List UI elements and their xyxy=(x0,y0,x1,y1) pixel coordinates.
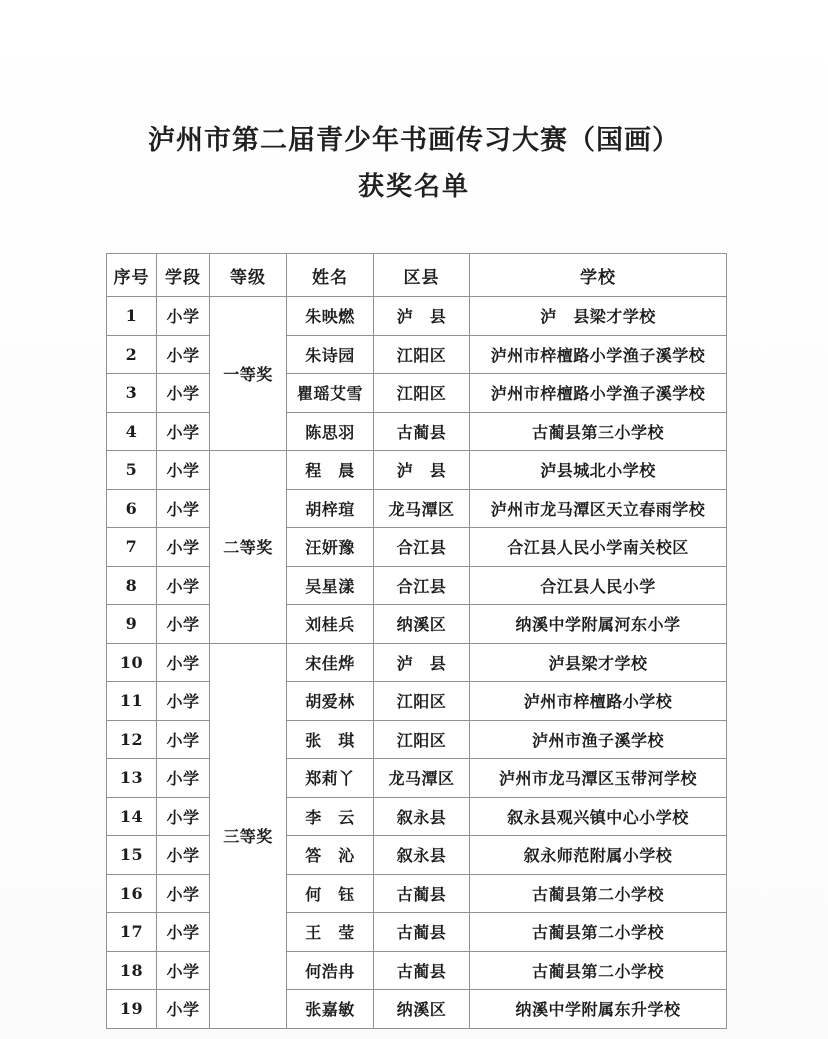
cell-name: 张 琪 xyxy=(287,720,374,759)
cell-district: 江阳区 xyxy=(374,720,470,759)
cell-school: 纳溪中学附属东升学校 xyxy=(470,990,727,1029)
cell-stage: 小学 xyxy=(157,951,210,990)
cell-seq: 15 xyxy=(107,836,157,875)
cell-name: 宋佳烨 xyxy=(287,643,374,682)
table-row xyxy=(107,451,727,490)
table-row xyxy=(107,335,727,374)
cell-seq: 12 xyxy=(107,720,157,759)
cell-stage: 小学 xyxy=(157,374,210,413)
cell-name: 答 沁 xyxy=(287,836,374,875)
cell-district: 合江县 xyxy=(374,528,470,567)
column-header-stage: 学段 xyxy=(157,254,210,297)
table-header xyxy=(107,254,727,297)
cell-stage: 小学 xyxy=(157,566,210,605)
column-header-name: 姓名 xyxy=(287,254,374,297)
table-row xyxy=(107,412,727,451)
cell-stage: 小学 xyxy=(157,797,210,836)
award-table xyxy=(106,253,727,1029)
cell-stage: 小学 xyxy=(157,990,210,1029)
cell-school: 泸州市梓檀路小学渔子溪学校 xyxy=(470,374,727,413)
table-row xyxy=(107,990,727,1029)
table-row xyxy=(107,528,727,567)
cell-school: 泸州市渔子溪学校 xyxy=(470,720,727,759)
cell-district: 合江县 xyxy=(374,566,470,605)
cell-stage: 小学 xyxy=(157,605,210,644)
column-header-grade: 等级 xyxy=(210,254,287,297)
cell-stage: 小学 xyxy=(157,335,210,374)
cell-school: 叙永师范附属小学校 xyxy=(470,836,727,875)
cell-stage: 小学 xyxy=(157,874,210,913)
cell-name: 郑莉丫 xyxy=(287,759,374,798)
cell-name: 刘桂兵 xyxy=(287,605,374,644)
cell-name: 胡梓瑄 xyxy=(287,489,374,528)
cell-seq: 1 xyxy=(107,297,157,336)
cell-grade-merged: 一等奖 xyxy=(210,297,287,451)
cell-school: 叙永县观兴镇中心小学校 xyxy=(470,797,727,836)
cell-school: 古蔺县第二小学校 xyxy=(470,874,727,913)
table-row xyxy=(107,605,727,644)
table-row xyxy=(107,836,727,875)
cell-seq: 3 xyxy=(107,374,157,413)
cell-seq: 5 xyxy=(107,451,157,490)
table-body xyxy=(107,297,727,1029)
cell-name: 朱映燃 xyxy=(287,297,374,336)
table-row xyxy=(107,720,727,759)
cell-seq: 17 xyxy=(107,913,157,952)
cell-stage: 小学 xyxy=(157,759,210,798)
cell-seq: 13 xyxy=(107,759,157,798)
cell-stage: 小学 xyxy=(157,451,210,490)
cell-name: 何浩冉 xyxy=(287,951,374,990)
cell-district: 古蔺县 xyxy=(374,913,470,952)
cell-stage: 小学 xyxy=(157,643,210,682)
cell-seq: 9 xyxy=(107,605,157,644)
cell-stage: 小学 xyxy=(157,489,210,528)
cell-school: 古蔺县第二小学校 xyxy=(470,913,727,952)
cell-school: 合江县人民小学南关校区 xyxy=(470,528,727,567)
cell-stage: 小学 xyxy=(157,297,210,336)
cell-name: 何 钰 xyxy=(287,874,374,913)
table-row xyxy=(107,682,727,721)
cell-district: 纳溪区 xyxy=(374,605,470,644)
cell-district: 泸 县 xyxy=(374,297,470,336)
page-title-line-2: 获奖名单 xyxy=(357,172,470,202)
table-row xyxy=(107,489,727,528)
cell-district: 龙马潭区 xyxy=(374,489,470,528)
cell-name: 程 晨 xyxy=(287,451,374,490)
cell-name: 胡爱林 xyxy=(287,682,374,721)
cell-grade-merged: 三等奖 xyxy=(210,643,287,1028)
cell-name: 李 云 xyxy=(287,797,374,836)
cell-stage: 小学 xyxy=(157,720,210,759)
column-header-seq: 序号 xyxy=(107,254,157,297)
cell-district: 江阳区 xyxy=(374,374,470,413)
cell-seq: 2 xyxy=(107,335,157,374)
cell-name: 汪妍豫 xyxy=(287,528,374,567)
cell-school: 古蔺县第二小学校 xyxy=(470,951,727,990)
cell-seq: 6 xyxy=(107,489,157,528)
cell-name: 王 莹 xyxy=(287,913,374,952)
cell-district: 叙永县 xyxy=(374,836,470,875)
table-row xyxy=(107,297,727,336)
cell-school: 纳溪中学附属河东小学 xyxy=(470,605,727,644)
table-row xyxy=(107,643,727,682)
table-row xyxy=(107,951,727,990)
page-title-line-1: 泸州市第二届青少年书画传习大赛（国画） xyxy=(148,125,680,156)
cell-school: 泸县梁才学校 xyxy=(470,643,727,682)
cell-seq: 10 xyxy=(107,643,157,682)
document-title-block xyxy=(0,118,828,210)
cell-name: 陈思羽 xyxy=(287,412,374,451)
cell-seq: 18 xyxy=(107,951,157,990)
cell-school: 泸州市梓檀路小学渔子溪学校 xyxy=(470,335,727,374)
cell-seq: 4 xyxy=(107,412,157,451)
cell-school: 泸 县梁才学校 xyxy=(470,297,727,336)
table-row xyxy=(107,874,727,913)
cell-district: 纳溪区 xyxy=(374,990,470,1029)
cell-district: 泸 县 xyxy=(374,643,470,682)
cell-stage: 小学 xyxy=(157,412,210,451)
cell-school: 泸州市龙马潭区天立春雨学校 xyxy=(470,489,727,528)
cell-grade-merged: 二等奖 xyxy=(210,451,287,644)
table-row xyxy=(107,759,727,798)
cell-stage: 小学 xyxy=(157,682,210,721)
table-row xyxy=(107,374,727,413)
cell-school: 泸州市梓檀路小学校 xyxy=(470,682,727,721)
award-table-container xyxy=(106,253,726,1029)
cell-seq: 19 xyxy=(107,990,157,1029)
table-row xyxy=(107,797,727,836)
cell-name: 瞿瑶艾雪 xyxy=(287,374,374,413)
cell-district: 古蔺县 xyxy=(374,951,470,990)
table-header-row xyxy=(107,254,727,297)
cell-name: 吴星漾 xyxy=(287,566,374,605)
cell-district: 江阳区 xyxy=(374,682,470,721)
cell-district: 叙永县 xyxy=(374,797,470,836)
cell-school: 泸县城北小学校 xyxy=(470,451,727,490)
cell-name: 张嘉敏 xyxy=(287,990,374,1029)
cell-stage: 小学 xyxy=(157,913,210,952)
cell-seq: 16 xyxy=(107,874,157,913)
cell-seq: 14 xyxy=(107,797,157,836)
cell-district: 泸 县 xyxy=(374,451,470,490)
table-row xyxy=(107,913,727,952)
cell-school: 古蔺县第三小学校 xyxy=(470,412,727,451)
cell-stage: 小学 xyxy=(157,836,210,875)
cell-district: 古蔺县 xyxy=(374,412,470,451)
column-header-district: 区县 xyxy=(374,254,470,297)
table-row xyxy=(107,566,727,605)
cell-name: 朱诗园 xyxy=(287,335,374,374)
cell-seq: 7 xyxy=(107,528,157,567)
cell-district: 古蔺县 xyxy=(374,874,470,913)
cell-school: 泸州市龙马潭区玉带河学校 xyxy=(470,759,727,798)
cell-district: 龙马潭区 xyxy=(374,759,470,798)
cell-seq: 8 xyxy=(107,566,157,605)
cell-district: 江阳区 xyxy=(374,335,470,374)
cell-seq: 11 xyxy=(107,682,157,721)
cell-stage: 小学 xyxy=(157,528,210,567)
cell-school: 合江县人民小学 xyxy=(470,566,727,605)
column-header-school: 学校 xyxy=(470,254,727,297)
